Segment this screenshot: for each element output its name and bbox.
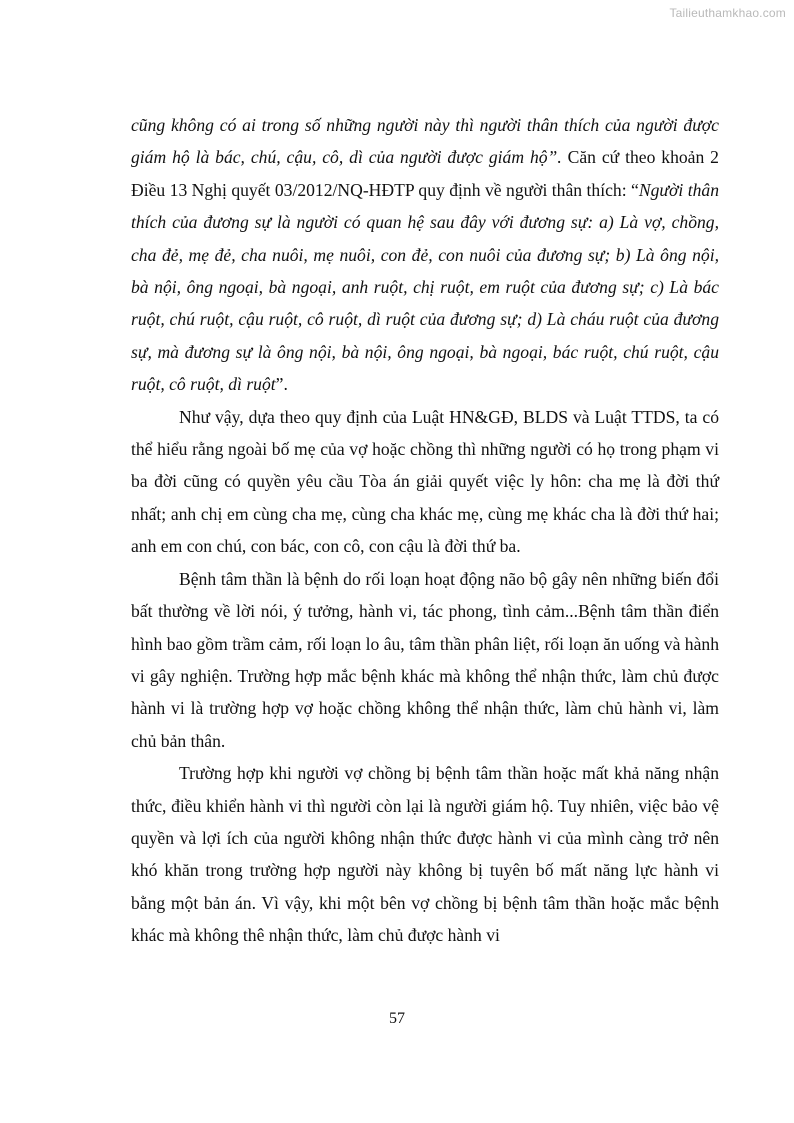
- body-text: Như vậy, dựa theo quy định của Luật HN&GĐ, BLDS và Luật TTDS, ta có thể hiểu rằng ngoài bố mẹ của vợ hoặc chồng thì những người có họ trong phạm vi ba đời cũng có quyền yêu cầu Tòa án giải quyết việc ly hôn: cha mẹ là đời thứ nhất; anh chị em cùng cha mẹ, cùng cha khác mẹ, cùng mẹ khác cha là đời thứ hai; anh em con chú, con bác, con cô, con cậu là đời thứ ba.: [131, 406, 719, 557]
- body-text: ”.: [275, 374, 288, 395]
- body-text: Trường hợp khi người vợ chồng bị bệnh tâm thần hoặc mất khả năng nhận thức, điều khiển hành vi thì người còn lại là người giám hộ. Tuy nhiên, việc bảo vệ quyền và lợi ích của người không nhận thức được hành vi của mình càng trở nên khó khăn trong trường hợp người này không bị tuyên bố mất năng lực hành vi bằng một bản án. Vì vậy, khi một bên vợ chồng bị bệnh tâm thần hoặc mắc bệnh khác mà không thê nhận thức, làm chủ được hành vi: [131, 763, 719, 946]
- document-body: [131, 109, 719, 952]
- quote-text: cũng không có ai trong số những người này thì người thân thích của người được giám hộ là bác, chú, cậu, cô, dì của người được giám hộ”.: [131, 115, 719, 168]
- page-number: 57: [389, 1010, 405, 1027]
- paragraph-4: [131, 757, 719, 951]
- paragraph-3: [131, 563, 719, 757]
- paragraph-1: [131, 109, 719, 401]
- quote-text: Người thân thích của đương sự là người có quan hệ sau đây với đương sự: a) Là vợ, chồng, cha đẻ, mẹ đẻ, cha nuôi, mẹ nuôi, con đẻ, con nuôi của đương sự; b) Là ông nội, bà nội, ông ngoại, bà ngoại, anh ruột, chị ruột, em ruột của đương sự; c) Là bác ruột, chú ruột, cậu ruột, cô ruột, dì ruột của đương sự; d) Là cháu ruột của đương sự, mà đương sự là ông nội, bà nội, ông ngoại, bà ngoại, bác ruột, chú ruột, cậu ruột, cô ruột, dì ruột: [131, 179, 719, 395]
- watermark: Tailieuthamkhao.com: [669, 6, 786, 20]
- body-text: Căn cứ theo khoản 2 Điều 13 Nghị quyết 03/2012/NQ-HĐTP quy định về người thân thích: “: [131, 147, 719, 200]
- body-text: Bệnh tâm thần là bệnh do rối loạn hoạt động não bộ gây nên những biến đổi bất thường về lời nói, ý tưởng, hành vi, tác phong, tình cảm...Bệnh tâm thần điển hình bao gồm trầm cảm, rối loạn lo âu, tâm thần phân liệt, rối loạn ăn uống và hành vi gây nghiện. Trường hợp mắc bệnh khác mà không thể nhận thức, làm chủ được hành vi là trường hợp vợ hoặc chồng không thể nhận thức, làm chủ hành vi, làm chủ bản thân.: [131, 568, 719, 751]
- paragraph-2: [131, 401, 719, 563]
